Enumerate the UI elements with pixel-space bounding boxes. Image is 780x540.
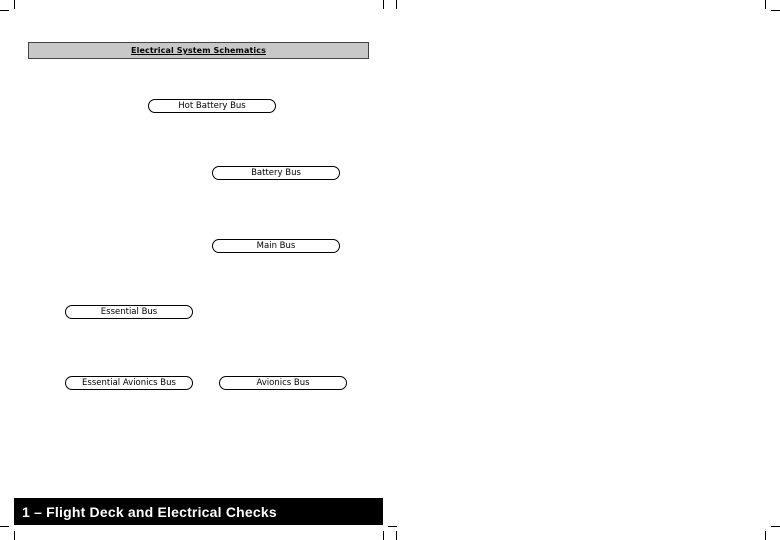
crop-mark: [14, 531, 15, 540]
essential-bus-box: Essential Bus: [65, 305, 193, 319]
battery-bus-box: Battery Bus: [212, 166, 340, 180]
crop-mark: [771, 526, 780, 527]
crop-mark: [0, 10, 9, 11]
crop-mark: [396, 0, 397, 9]
crop-mark: [383, 531, 384, 540]
essential-avionics-bus-box: Essential Avionics Bus: [65, 376, 193, 390]
crop-mark: [388, 526, 392, 527]
crop-mark: [771, 10, 780, 11]
section-title: Electrical System Schematics: [28, 42, 369, 59]
hot-battery-bus-box: Hot Battery Bus: [148, 99, 276, 113]
crop-mark: [765, 531, 766, 540]
crop-mark: [383, 0, 384, 9]
main-bus-box: Main Bus: [212, 239, 340, 253]
crop-mark: [14, 0, 15, 9]
crop-mark: [0, 526, 9, 527]
crop-mark: [765, 0, 766, 9]
avionics-bus-box: Avionics Bus: [219, 376, 347, 390]
chapter-footer: 1 – Flight Deck and Electrical Checks: [14, 498, 383, 525]
crop-mark: [396, 531, 397, 540]
